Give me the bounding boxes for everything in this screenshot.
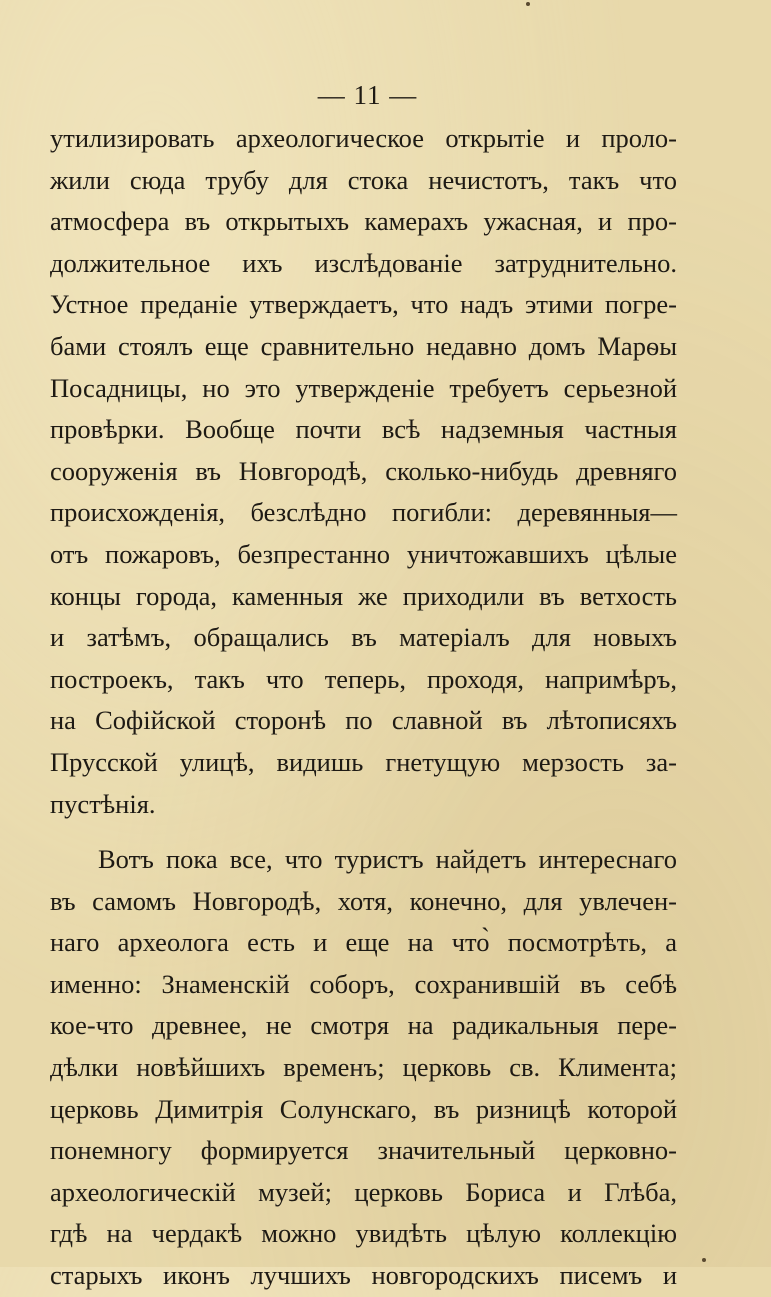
paragraph (50, 118, 677, 825)
body-text (50, 118, 677, 1297)
text-line: наго археолога есть и еще на что̀ посмотрѣть, а (50, 927, 677, 958)
text-line: сооруженія въ Новгородѣ, сколько-нибудь древняго (50, 455, 677, 486)
text-line: происхожденія, безслѣдно погибли: деревянныя— (50, 497, 677, 528)
text-line: построекъ, такъ что теперь, проходя, напримѣръ, (50, 663, 677, 694)
text-line: пустѣнія. (50, 788, 156, 819)
text-line: жили сюда трубу для стока нечистотъ, такъ что (50, 164, 677, 195)
text-line: на Софійской сторонѣ по славной въ лѣтописяхъ (50, 705, 677, 736)
text-line: бами стоялъ еще сравнительно недавно домъ Марѳы (50, 330, 677, 361)
text-line: въ самомъ Новгородѣ, хотя, конечно, для увлечен- (50, 885, 677, 916)
text-line: отъ пожаровъ, безпрестанно уничтожавшихъ цѣлые (50, 538, 677, 569)
page-number: — 11 — (317, 80, 418, 110)
text-line: Посадницы, но это утвержденіе требуетъ серьезной (50, 372, 677, 403)
text-line: именно: Знаменскій соборъ, сохранившій въ себѣ (50, 968, 677, 999)
text-line: церковь Димитрія Солунскаго, въ ризницѣ которой (50, 1093, 677, 1124)
paper-speck (702, 1258, 706, 1262)
text-line: утилизировать археологическое открытіе и проло- (50, 123, 677, 153)
paper-speck (526, 2, 530, 6)
text-line: Прусской улицѣ, видишь гнетущую мерзость за- (50, 746, 677, 777)
text-line: атмосфера въ открытыхъ камерахъ ужасная, и про- (50, 206, 677, 237)
text-line: провѣрки. Вообще почти всѣ надземныя частныя (50, 414, 677, 445)
text-line: Вотъ пока все, что туристъ найдетъ интереснаго (98, 844, 677, 875)
text-line: Устное преданіе утверждаетъ, что надъ этими погре- (50, 289, 677, 320)
text-line: старыхъ иконъ лучшихъ новгородскихъ писемъ и (50, 1260, 677, 1291)
text-line: должительное ихъ изслѣдованіе затруднительно. (50, 247, 677, 278)
text-line: концы города, каменныя же приходили въ ветхость (50, 580, 677, 611)
text-line: кое-что древнее, не смотря на радикальныя пере- (50, 1010, 677, 1041)
text-line: понемногу формируется значительный церковно- (50, 1135, 677, 1166)
text-line: и затѣмъ, обращались въ матеріалъ для новыхъ (50, 622, 677, 653)
paragraph-gap (50, 825, 677, 839)
text-line: гдѣ на чердакѣ можно увидѣть цѣлую коллекцію (50, 1218, 677, 1249)
text-line: археологическій музей; церковь Бориса и Глѣба, (50, 1176, 677, 1207)
paragraph (50, 839, 677, 1297)
text-line: дѣлки новѣйшихъ временъ; церковь св. Климента; (50, 1052, 677, 1083)
